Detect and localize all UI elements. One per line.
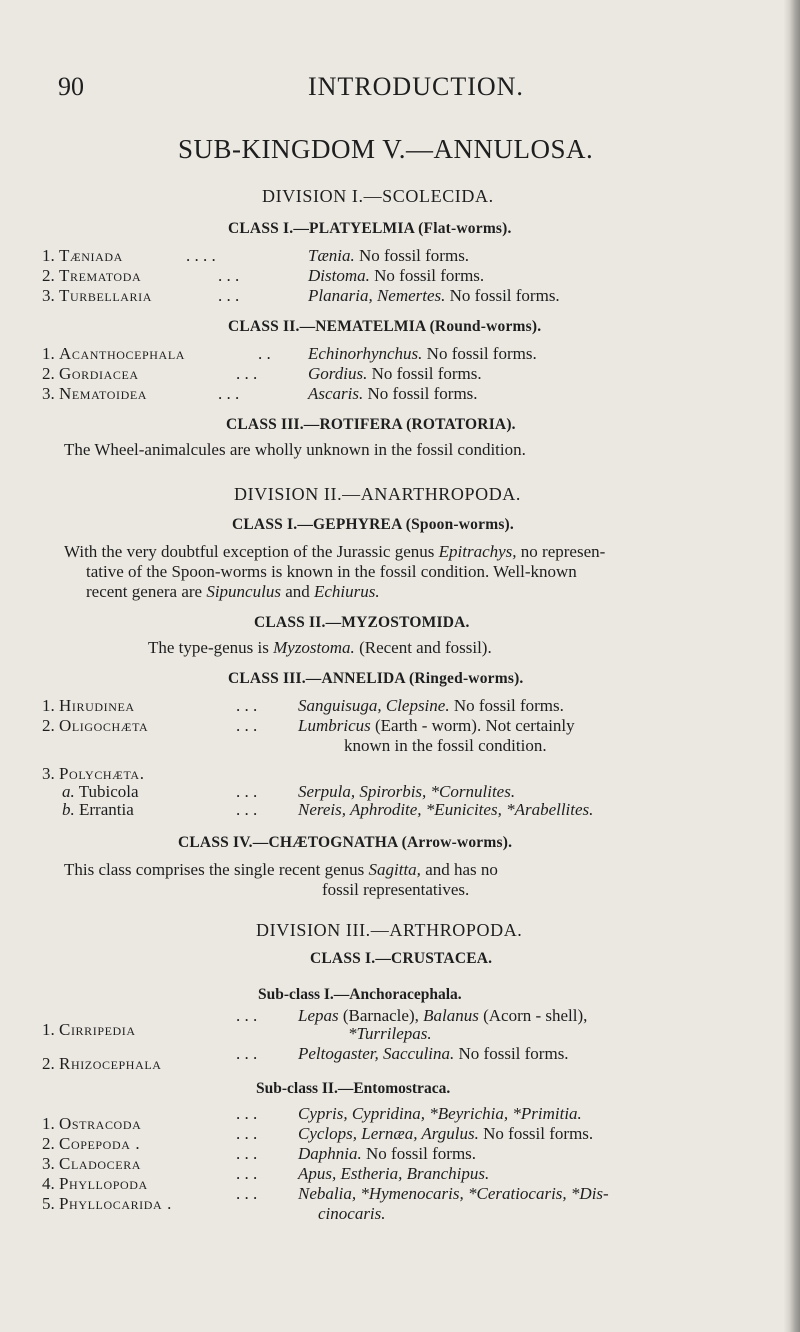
genus-name: Sipunculus [206, 582, 281, 601]
leader-dots: . . . [236, 696, 258, 715]
text: no represen- [516, 542, 606, 561]
taxon-description [308, 364, 482, 384]
order-name: Hirudinea [59, 696, 135, 715]
taxon-description [308, 286, 560, 306]
text-line: fossil representatives. [322, 880, 470, 899]
genus-name: Myzostoma. [273, 638, 355, 657]
order-name: Phyllopoda [59, 1174, 148, 1193]
taxon-description [308, 246, 469, 266]
leader-dots: . . . [236, 782, 258, 801]
page-number: 90 [58, 72, 84, 101]
order-name: Acanthocephala [59, 344, 186, 363]
division-heading: DIVISION I.—SCOLECIDA. [262, 186, 494, 206]
taxon-description [308, 344, 537, 364]
taxon-row [42, 1194, 172, 1214]
note: No fossil forms. [374, 266, 485, 285]
taxon-description [298, 782, 515, 802]
row-number: 1. [42, 344, 55, 363]
row-number: 1. [42, 1020, 55, 1039]
order-name: Cirripedia [59, 1020, 136, 1039]
note: No fossil forms. [458, 1044, 569, 1063]
row-letter: a. [62, 782, 75, 801]
genus-name: Tænia. [308, 246, 355, 265]
row-number: 2. [42, 716, 55, 735]
division-heading: DIVISION II.—ANARTHROPODA. [234, 484, 522, 504]
taxon-row [42, 286, 152, 306]
order-name: Ostracoda [59, 1114, 142, 1133]
taxon-row [42, 266, 141, 286]
taxon-description [308, 266, 484, 286]
leader-dots: . . . [236, 1164, 258, 1183]
note: (Acorn - shell), [483, 1006, 588, 1025]
note: No fossil forms. [371, 364, 482, 383]
text: (Recent and fossil). [354, 638, 492, 657]
genus-name: cinocaris. [318, 1204, 386, 1223]
genus-name: Echiurus. [313, 582, 380, 601]
taxon-row [42, 344, 185, 364]
text: With the very doubtful exception of the Jurassic genus [64, 542, 439, 561]
class-text: The Wheel-animalcules are wholly unknown in the fossil condition. [64, 440, 526, 459]
row-number: 5. [42, 1194, 55, 1213]
row-number: 2. [42, 1054, 55, 1073]
taxon-row [42, 1114, 141, 1134]
taxon-row [42, 364, 139, 384]
text: and has no [420, 860, 498, 879]
genus-name: Balanus [423, 1006, 479, 1025]
order-name: Tæniada [59, 246, 123, 265]
row-number: 3. [42, 1154, 55, 1173]
order-name: Phyllocarida . [59, 1194, 173, 1213]
note: No fossil forms. [483, 1124, 594, 1143]
note: No fossil forms. [449, 286, 560, 305]
genus-name: Distoma. [308, 266, 370, 285]
genus-name: Apus, Estheria, Branchipus. [298, 1164, 490, 1183]
text: This class comprises the single recent genus [64, 860, 369, 879]
genus-name: Sagitta, [368, 860, 421, 879]
taxon-row [42, 764, 145, 784]
text-line: tative of the Spoon-worms is known in the fossil condition. Well-known [86, 562, 577, 581]
row-number: 3. [42, 384, 55, 403]
leader-dots: . . . [236, 716, 258, 735]
leader-dots: . . . [236, 1124, 258, 1143]
taxon-row [42, 716, 148, 736]
leader-dots: . . . [236, 1044, 258, 1063]
continuation-line: known in the fossil condition. [344, 736, 547, 755]
text: recent genera are [86, 582, 207, 601]
row-number: 1. [42, 696, 55, 715]
leader-dots: . . [258, 344, 271, 363]
note: No fossil forms. [367, 384, 478, 403]
taxon-row [42, 384, 147, 404]
taxon-description [298, 1144, 476, 1164]
taxon-row [42, 1054, 162, 1074]
genus-name: Ascaris. [308, 384, 364, 403]
class-heading: CLASS III.—ANNELIDA (Ringed-worms). [228, 670, 524, 687]
note: No fossil forms. [426, 344, 537, 363]
genus-name: Sanguisuga, Clepsine. [298, 696, 450, 715]
text-line [64, 860, 498, 880]
genus-name: Lepas [298, 1006, 339, 1025]
genus-name: Cypris, Cypridina, *Beyrichia, *Primitia. [298, 1104, 582, 1123]
genus-name: Planaria, Nemertes. [308, 286, 446, 305]
taxon-row [42, 1134, 140, 1154]
genus-name: Gordius. [308, 364, 368, 383]
order-name: Oligochæta [59, 716, 149, 735]
row-number: 1. [42, 246, 55, 265]
taxon-description [298, 696, 564, 716]
leader-dots: . . . [236, 800, 258, 819]
continuation-line [318, 1204, 386, 1224]
class-heading: CLASS II.—NEMATELMIA (Round-worms). [228, 318, 542, 335]
taxon-description [298, 716, 575, 736]
text: The type-genus is [148, 638, 274, 657]
text: and [280, 582, 314, 601]
row-number: 3. [42, 286, 55, 305]
note: No fossil forms. [366, 1144, 477, 1163]
row-number: 2. [42, 266, 55, 285]
taxon-row [42, 1174, 148, 1194]
genus-name: Daphnia. [298, 1144, 362, 1163]
row-letter: b. [62, 800, 75, 819]
leader-dots: . . . [236, 1104, 258, 1123]
leader-dots: . . . [236, 1144, 258, 1163]
suborder-name: Tubicola [78, 782, 139, 801]
page-edge [784, 0, 800, 1332]
subkingdom-heading: SUB-KINGDOM V.—ANNULOSA. [178, 134, 594, 164]
leader-dots: . . . [236, 1184, 258, 1203]
taxon-description [298, 1044, 569, 1064]
text-line [64, 542, 605, 562]
continuation-line [348, 1024, 432, 1044]
order-name: Nematoidea [59, 384, 148, 403]
taxon-row [42, 246, 123, 266]
taxon-row [42, 1020, 136, 1040]
note: (Earth - worm). Not certainly [374, 716, 575, 735]
class-heading: CLASS I.—GEPHYREA (Spoon-worms). [232, 516, 514, 533]
order-name: Polychæta. [59, 764, 145, 783]
division-heading: DIVISION III.—ARTHROPODA. [256, 920, 523, 940]
row-number: 2. [42, 364, 55, 383]
taxon-description [298, 1124, 593, 1144]
genus-name: *Turrilepas. [348, 1024, 432, 1043]
taxon-row [62, 800, 134, 820]
row-number: 2. [42, 1134, 55, 1153]
order-name: Trematoda [59, 266, 142, 285]
taxon-description [298, 1104, 582, 1124]
class-heading: CLASS I.—PLATYELMIA (Flat-worms). [228, 220, 512, 237]
note: (Barnacle), [342, 1006, 419, 1025]
taxon-description [298, 1164, 489, 1184]
genus-name: Peltogaster, Sacculina. [298, 1044, 455, 1063]
leader-dots: . . . [236, 1006, 258, 1025]
subclass-heading: Sub-class II.—Entomostraca. [256, 1080, 451, 1097]
row-number: 3. [42, 764, 55, 783]
genus-name: Echinorhynchus. [308, 344, 423, 363]
order-name: Rhizocephala [59, 1054, 162, 1073]
order-name: Gordiacea [59, 364, 139, 383]
taxon-row [62, 782, 139, 802]
taxon-description [298, 1184, 609, 1204]
order-name: Copepoda . [59, 1134, 141, 1153]
genus-name: Serpula, Spirorbis, *Cornulites. [298, 782, 516, 801]
taxon-row [42, 1154, 141, 1174]
row-number: 1. [42, 1114, 55, 1133]
class-heading: CLASS II.—MYZOSTOMIDA. [254, 614, 470, 631]
genus-name: Cyclops, Lernæa, Argulus. [298, 1124, 479, 1143]
leader-dots: . . . [218, 384, 240, 403]
taxon-description [308, 384, 478, 404]
running-head: INTRODUCTION. [308, 72, 524, 101]
taxon-description [298, 800, 593, 820]
subclass-heading: Sub-class I.—Anchoracephala. [258, 986, 462, 1003]
leader-dots: . . . [218, 266, 240, 285]
genus-name: Lumbricus [298, 716, 371, 735]
note: No fossil forms. [453, 696, 564, 715]
row-number: 4. [42, 1174, 55, 1193]
genus-name: Nereis, Aphrodite, *Eunicites, *Arabellites. [298, 800, 594, 819]
text-line [148, 638, 492, 658]
genus-name: Epitrachys, [438, 542, 517, 561]
class-heading: CLASS I.—CRUSTACEA. [310, 950, 493, 967]
leader-dots: . . . . [186, 246, 216, 265]
suborder-name: Errantia [79, 800, 134, 819]
leader-dots: . . . [236, 364, 258, 383]
class-heading: CLASS III.—ROTIFERA (ROTATORIA). [226, 416, 516, 433]
order-name: Turbellaria [59, 286, 152, 305]
note: No fossil forms. [359, 246, 470, 265]
taxon-row [42, 696, 135, 716]
genus-name: Nebalia, *Hymenocaris, *Ceratiocaris, *Dis- [298, 1184, 609, 1203]
text-line [86, 582, 380, 602]
taxon-description [298, 1006, 587, 1026]
order-name: Cladocera [59, 1154, 142, 1173]
leader-dots: . . . [218, 286, 240, 305]
class-heading: CLASS IV.—CHÆTOGNATHA (Arrow-worms). [178, 834, 513, 851]
